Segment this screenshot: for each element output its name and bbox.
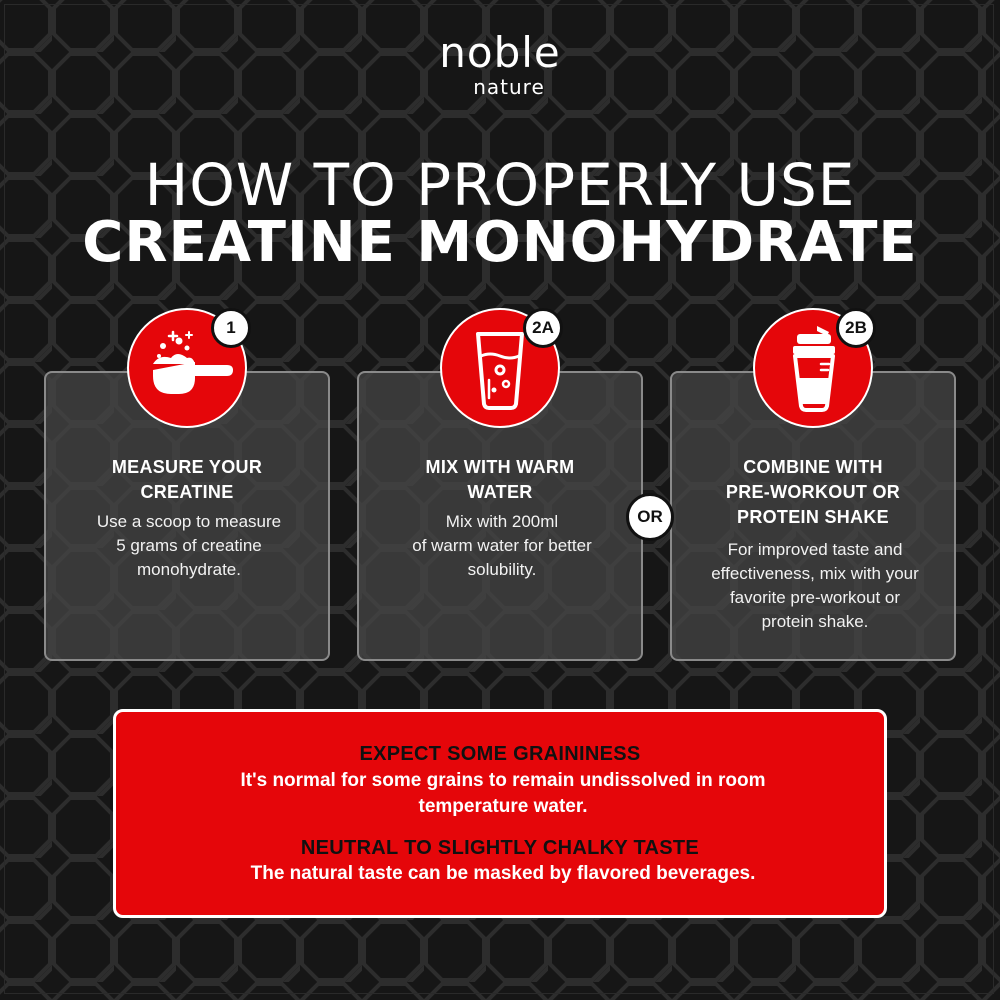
step-number-badge: 1 bbox=[211, 308, 251, 348]
step-heading-line: PRE-WORKOUT OR bbox=[725, 482, 901, 502]
step-description bbox=[377, 510, 627, 582]
step-description-line: For improved taste and bbox=[727, 540, 903, 559]
step-description-line: Mix with 200ml bbox=[445, 512, 559, 531]
brand-name: noble bbox=[439, 28, 561, 77]
step-description-line: favorite pre-workout or bbox=[729, 588, 901, 607]
step-heading-line: CREATINE bbox=[140, 482, 234, 502]
note-heading-graininess: EXPECT SOME GRAININESS bbox=[359, 743, 641, 765]
page-title-line2: CREATINE MONOHYDRATE bbox=[82, 210, 918, 275]
note-text-line: The natural taste can be masked by flavored beverages. bbox=[250, 863, 756, 884]
step-heading-line: COMBINE WITH bbox=[743, 457, 883, 477]
step-heading-line: WATER bbox=[467, 482, 533, 502]
step-heading-line: MIX WITH WARM bbox=[425, 457, 575, 477]
step-description-line: solubility. bbox=[467, 560, 537, 579]
note-heading-taste: NEUTRAL TO SLIGHTLY CHALKY TASTE bbox=[300, 837, 700, 859]
note-text-line: temperature water. bbox=[418, 796, 588, 817]
brand-logo bbox=[0, 30, 1000, 98]
step-description-line: monohydrate. bbox=[137, 560, 241, 579]
step-description-line: protein shake. bbox=[761, 612, 869, 631]
step-heading bbox=[672, 455, 954, 530]
step-description-line: of warm water for better bbox=[412, 536, 592, 555]
notes-panel bbox=[113, 709, 887, 918]
step-description-line: effectiveness, mix with your bbox=[711, 564, 919, 583]
step-description-line: Use a scoop to measure bbox=[96, 512, 282, 531]
step-description bbox=[684, 538, 946, 634]
note-text-line: It's normal for some grains to remain undissolved in room bbox=[240, 770, 766, 791]
brand-tagline: nature bbox=[473, 75, 545, 99]
step-heading-line: PROTEIN SHAKE bbox=[737, 507, 889, 527]
step-heading-line: MEASURE YOUR bbox=[111, 457, 263, 477]
step-heading bbox=[46, 455, 328, 505]
note-text-taste bbox=[156, 861, 850, 887]
note-text-graininess bbox=[156, 768, 850, 820]
step-number-badge: 2A bbox=[523, 308, 563, 348]
or-divider-badge: OR bbox=[626, 493, 674, 541]
step-description bbox=[56, 510, 322, 582]
step-heading bbox=[359, 455, 641, 505]
step-description-line: 5 grams of creatine bbox=[116, 536, 262, 555]
page-title-line1: HOW TO PROPERLY USE bbox=[144, 151, 856, 219]
step-number-badge: 2B bbox=[836, 308, 876, 348]
